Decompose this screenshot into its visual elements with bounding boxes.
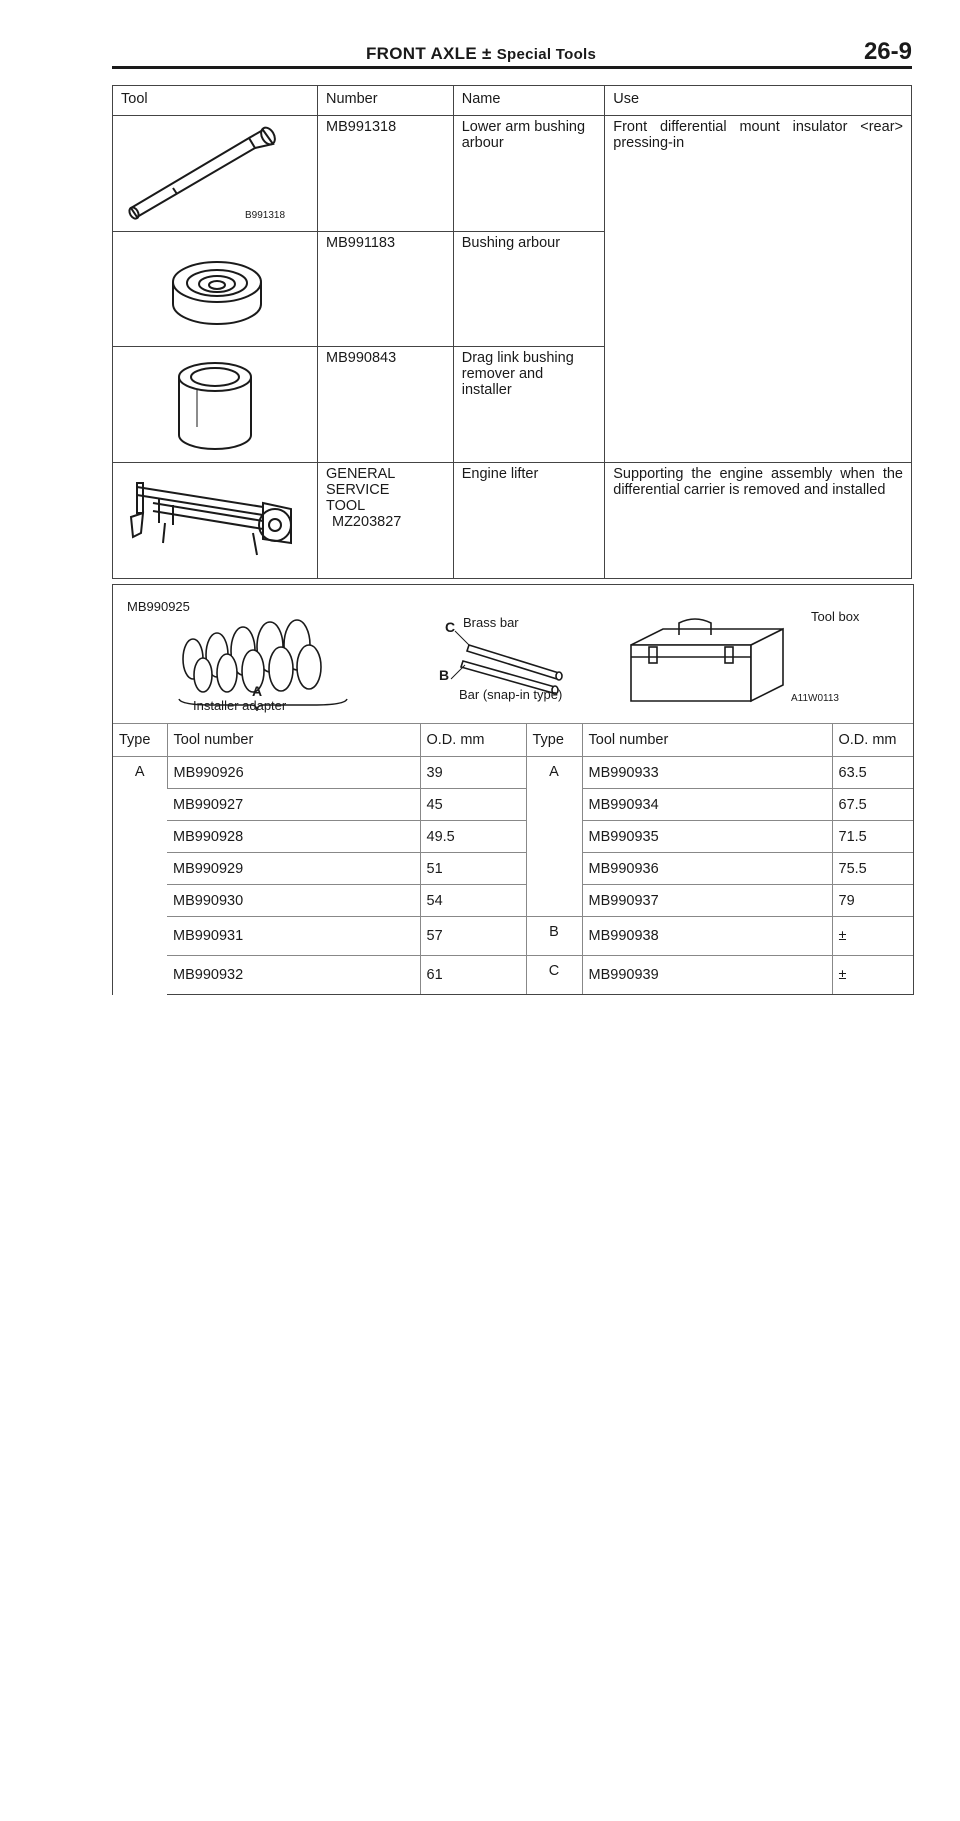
- table-row: [113, 885, 913, 917]
- tool-number: MB990935: [582, 821, 832, 853]
- outer-diameter: ±: [832, 917, 913, 956]
- brass-bar-label: Brass bar: [463, 615, 519, 630]
- tool-number: MB990927: [167, 789, 420, 821]
- outer-diameter: 79: [832, 885, 913, 917]
- tool-number: MB990938: [582, 917, 832, 956]
- table-row: [113, 463, 912, 579]
- special-tools-table: [112, 85, 912, 579]
- outer-diameter: 75.5: [832, 853, 913, 885]
- arbour-tool-illustration: [113, 116, 317, 227]
- kit-illustration: [113, 585, 913, 723]
- outer-diameter: 63.5: [832, 757, 913, 789]
- outer-diameter: 71.5: [832, 821, 913, 853]
- kit-number: MB990925: [127, 599, 190, 614]
- tool-number: MB990932: [167, 956, 420, 995]
- label-a: A: [252, 683, 263, 699]
- column-header: Name: [453, 86, 605, 116]
- subsection-title: Special Tools: [496, 46, 597, 63]
- label-c: C: [445, 619, 456, 635]
- engine-lifter-illustration: [113, 463, 317, 574]
- column-header: Tool number: [582, 724, 832, 757]
- tool-name: Lower arm bushing arbour: [453, 116, 605, 232]
- tool-number-multiline: [318, 463, 454, 579]
- tool-use: Front differential mount insulator <rear> pressing-in: [605, 116, 912, 463]
- column-header: Tool: [113, 86, 318, 116]
- outer-diameter: 51: [420, 853, 526, 885]
- installer-adapter-label: Installer adapter: [193, 698, 287, 713]
- installer-adapter-kit: [112, 584, 914, 995]
- page-number: 26-9: [863, 38, 912, 65]
- type-cell: A: [113, 757, 167, 995]
- column-header: Type: [526, 724, 582, 757]
- tool-name: Drag link bushing remover and installer: [453, 347, 605, 463]
- tool-image-cell: [113, 347, 318, 463]
- figure-code: A11W0113: [791, 693, 839, 704]
- image-code: B991318: [245, 210, 286, 221]
- tool-number: MB990934: [582, 789, 832, 821]
- column-header: O.D. mm: [832, 724, 913, 757]
- column-header: O.D. mm: [420, 724, 526, 757]
- tool-number: MB990928: [167, 821, 420, 853]
- tool-use: Supporting the engine assembly when the differential carrier is removed and installed: [605, 463, 912, 579]
- tool-number: MB990931: [167, 917, 420, 956]
- tool-number: MB990843: [318, 347, 454, 463]
- tool-name: Bushing arbour: [453, 232, 605, 347]
- type-cell: C: [526, 956, 582, 995]
- tool-number: MB991183: [318, 232, 454, 347]
- outer-diameter: 67.5: [832, 789, 913, 821]
- outer-diameter: 49.5: [420, 821, 526, 853]
- table-row: [113, 917, 913, 956]
- tool-number-line: MZ203827: [332, 514, 402, 530]
- bar-snap-in-label: Bar (snap-in type): [459, 687, 563, 702]
- bushing-arbour-illustration: [113, 232, 317, 342]
- tool-number: MB990929: [167, 853, 420, 885]
- tool-number: MB990936: [582, 853, 832, 885]
- tool-number: MB990926: [167, 757, 420, 789]
- page-header: [112, 36, 912, 69]
- tool-box-label: Tool box: [811, 609, 860, 624]
- tool-name: Engine lifter: [453, 463, 605, 579]
- tool-number-line: TOOL: [326, 498, 366, 514]
- tool-number: MB990933: [582, 757, 832, 789]
- tool-number: MB990930: [167, 885, 420, 917]
- outer-diameter: 39: [420, 757, 526, 789]
- page-title: [366, 44, 596, 64]
- outer-diameter: ±: [832, 956, 913, 995]
- table-row: [113, 956, 913, 995]
- bushing-remover-illustration: [113, 347, 317, 458]
- table-row: [113, 116, 912, 232]
- column-header: Number: [318, 86, 454, 116]
- tool-box-illustration: [629, 605, 799, 715]
- outer-diameter: 54: [420, 885, 526, 917]
- tool-image-cell: [113, 232, 318, 347]
- table-row: [113, 821, 913, 853]
- tool-number-line: GENERAL: [326, 466, 396, 482]
- outer-diameter: 45: [420, 789, 526, 821]
- tool-number: MB990939: [582, 956, 832, 995]
- table-header-row: [113, 86, 912, 116]
- table-row: [113, 757, 913, 789]
- kit-contents-table: [113, 723, 913, 995]
- tool-number: MB990937: [582, 885, 832, 917]
- column-header: Type: [113, 724, 167, 757]
- column-header: Tool number: [167, 724, 420, 757]
- tool-image-cell: [113, 116, 318, 232]
- table-row: [113, 789, 913, 821]
- type-cell: A: [526, 757, 582, 917]
- tool-number: MB991318: [318, 116, 454, 232]
- outer-diameter: 61: [420, 956, 526, 995]
- title-separator: ±: [482, 44, 492, 63]
- section-title: FRONT AXLE: [366, 44, 477, 63]
- table-row: [113, 853, 913, 885]
- tool-number-line: SERVICE: [326, 482, 390, 498]
- tool-image-cell: [113, 463, 318, 579]
- table-header-row: [113, 724, 913, 757]
- type-cell: B: [526, 917, 582, 956]
- outer-diameter: 57: [420, 917, 526, 956]
- column-header: Use: [605, 86, 912, 116]
- label-b: B: [439, 667, 450, 683]
